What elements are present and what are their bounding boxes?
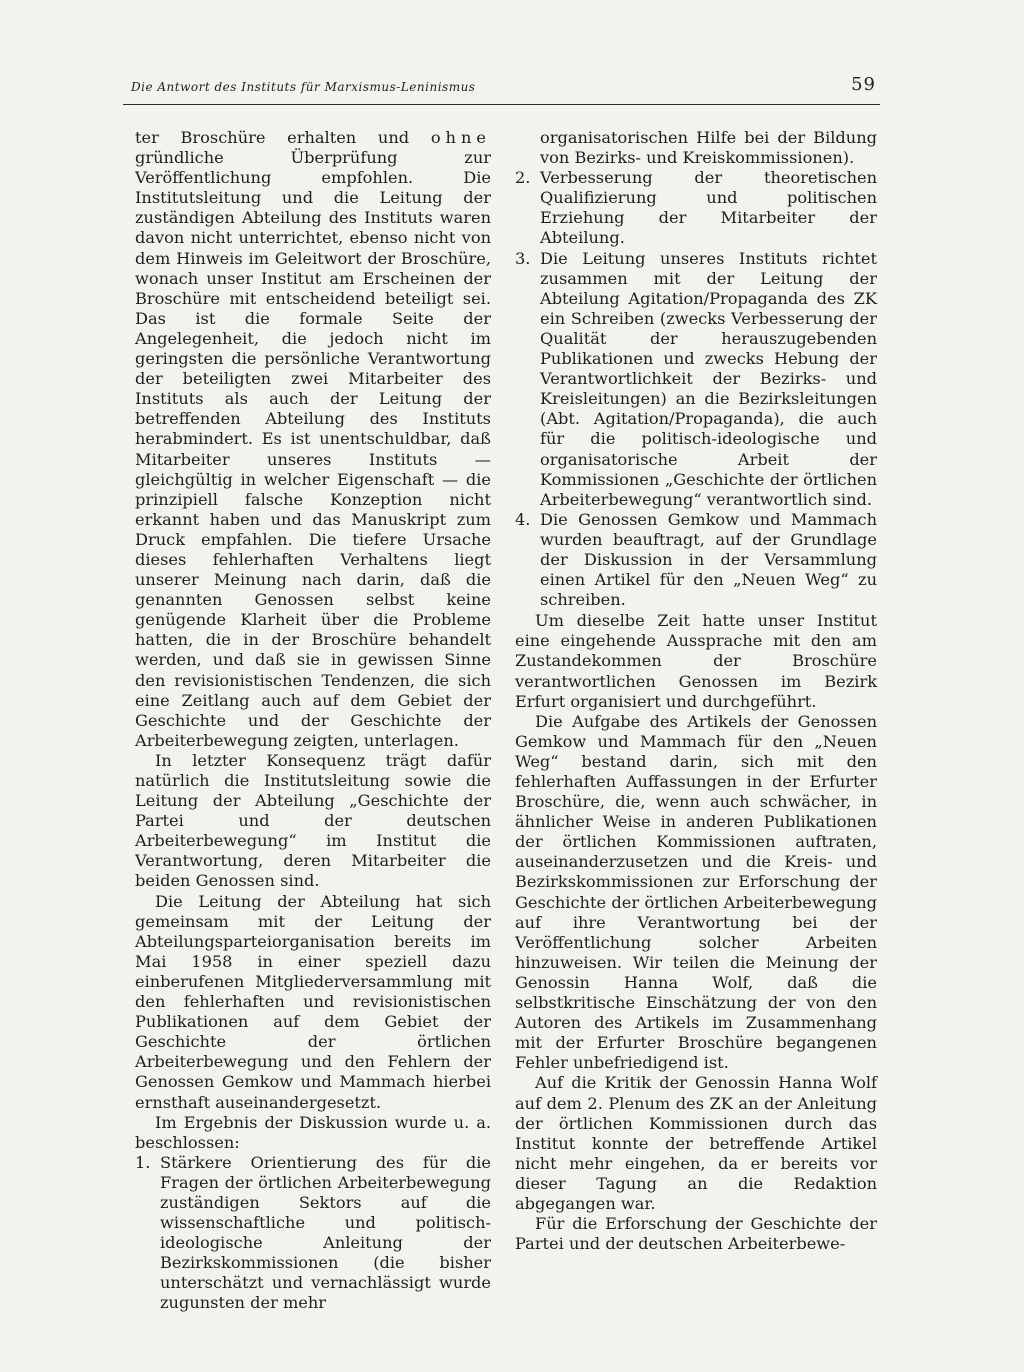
- list-number: 3.: [515, 248, 531, 268]
- header-rule: [123, 104, 880, 105]
- decision-list-continued: [515, 128, 877, 610]
- left-column: [135, 128, 491, 1314]
- list-item-4: [515, 510, 877, 610]
- list-item-3: [515, 249, 877, 510]
- decision-list: [135, 1153, 491, 1314]
- list-item-text: Verbesserung der theoretischen Qualifizierung und politischen Erziehung der Mitarbeiter der Abteilung.: [540, 168, 877, 248]
- right-column: [515, 128, 877, 1254]
- list-item-1-continued: organisatorischen Hilfe bei der Bildung von Bezirks- und Kreiskommissionen).: [540, 128, 877, 168]
- running-title: Die Antwort des Instituts für Marxismus-Leninismus: [131, 80, 476, 94]
- list-number: 4.: [515, 509, 531, 529]
- paragraph-5: Um dieselbe Zeit hatte unser Institut eine eingehende Aussprache mit den am Zustandekommen der Broschüre verantwortlichen Genossen im Bezirk Erfurt organisiert und durchgeführt.: [515, 611, 877, 711]
- paragraph-6: Die Aufgabe des Artikels der Genossen Gemkow und Mammach für den „Neuen Weg“ bestand darin, sich mit den fehlerhaften Auffassungen in der Erfurter Broschüre, die, wenn auch schwächer, in ähnlicher Weise in anderen Publikationen der örtlichen Kommissionen auftraten, auseinanderzusetzen und die Kreis- und Bezirkskommissionen zur Erforschung der Geschichte der örtlichen Arbeiterbewegung auf ihre Verantwortung bei der Veröffentlichung solcher Arbeiten hinzuweisen. Wir teilen die Meinung der Genossin Hanna Wolf, daß die selbstkritische Einschätzung der von den Autoren des Artikels im Zusammenhang mit der Erfurter Broschüre begangenen Fehler unbefriedigend ist.: [515, 711, 877, 1073]
- spaced-emphasis: ohne: [430, 128, 491, 147]
- list-item-text: Stärkere Orientierung des für die Fragen der örtlichen Arbeiterbewegung zuständigen Sektors auf die wissenschaftliche und politisch-ideologische Anleitung der Bezirkskommissionen (die bisher unterschätzt und vernachlässigt wurde zugunsten der mehr: [160, 1152, 491, 1313]
- list-item-2: [515, 168, 877, 248]
- paragraph-1-rest: gründliche Überprüfung zur Veröffentlichung empfohlen. Die Institutsleitung und die Leitung der zuständigen Abteilung des Instituts waren davon nicht unterrichtet, ebenso nicht von dem Hinweis im Geleitwort der Broschüre, wonach unser Institut am Erscheinen der Broschüre mit entscheidend beteiligt sei. Das ist die formale Seite der Angelegenheit, die jedoch nicht im geringsten die persönliche Verantwortung der beteiligten zwei Mitarbeiter des Instituts als auch der Leitung der betreffenden Abteilung des Instituts herabmindert. Es ist unentschuldbar, daß Mitarbeiter unseres Instituts — gleichgültig in welcher Eigenschaft — die prinzipiell falsche Konzeption nicht erkannt haben und das Manuskript zum Druck empfahlen. Die tiefere Ursache dieses fehlerhaften Verhaltens liegt unserer Meinung nach darin, daß die genannten Genossen selbst keine genügende Klarheit über die Probleme hatten, die in der Broschüre behandelt werden, und daß sie in gewissen Sinne den revisionistischen Tendenzen, die sich eine Zeitlang auch auf dem Gebiet der Geschichte und der Geschichte der Arbeiterbewegung zeigten, unterlagen.: [135, 148, 491, 750]
- paragraph-2: In letzter Konsequenz trägt dafür natürlich die Institutsleitung sowie die Leitung der Abteilung „Geschichte der Partei und der deutschen Arbeiterbewegung“ im Institut die Verantwortung, deren Mitarbeiter die beiden Genossen sind.: [135, 750, 491, 891]
- paragraph-1: [135, 128, 491, 751]
- paragraph-3: Die Leitung der Abteilung hat sich gemeinsam mit der Leitung der Abteilungsparteiorganisation bereits im Mai 1958 in einer speziell dazu einberufenen Mitgliederversammlung mit den fehlerhaften und revisionistischen Publikationen auf dem Gebiet der Geschichte der örtlichen Arbeiterbewegung und den Fehlern der Genossen Gemkow und Mammach hierbei ernsthaft auseinandergesetzt.: [135, 891, 491, 1112]
- paragraph-8: Für die Erforschung der Geschichte der Partei und der deutschen Arbeiterbewe-: [515, 1214, 877, 1254]
- page-number: 59: [851, 74, 876, 95]
- list-number: 2.: [515, 168, 531, 188]
- paragraph-7: Auf die Kritik der Genossin Hanna Wolf auf dem 2. Plenum des ZK an der Anleitung der örtlichen Kommissionen durch das Institut konnte der betreffende Artikel nicht mehr eingehen, da er bereits vor dieser Tagung an die Redaktion abgegangen war.: [515, 1073, 877, 1213]
- list-item-text: Die Leitung unseres Instituts richtet zusammen mit der Leitung der Abteilung Agitation/Propaganda des ZK ein Schreiben (zwecks Verbesserung der Qualität der herauszugebenden Publikationen und zwecks Hebung der Verantwortlichkeit der Bezirks- und Kreisleitungen) an die Bezirksleitungen (Abt. Agitation/Propaganda), die auch für die politisch-ideologische und organisatorische Arbeit der Kommissionen „Geschichte der örtlichen Arbeiterbewegung“ verantwortlich sind.: [540, 248, 877, 509]
- paragraph-4: Im Ergebnis der Diskussion wurde u. a. beschlossen:: [135, 1112, 491, 1152]
- list-item-1: [135, 1153, 491, 1314]
- list-item-text: Die Genossen Gemkow und Mammach wurden beauftragt, auf der Grundlage der Diskussion in der Versammlung einen Artikel für den „Neuen Weg“ zu schreiben.: [540, 509, 877, 610]
- list-number: 1.: [135, 1152, 151, 1172]
- paragraph-1-start: ter Broschüre erhalten und: [135, 128, 431, 147]
- running-header: [131, 70, 876, 104]
